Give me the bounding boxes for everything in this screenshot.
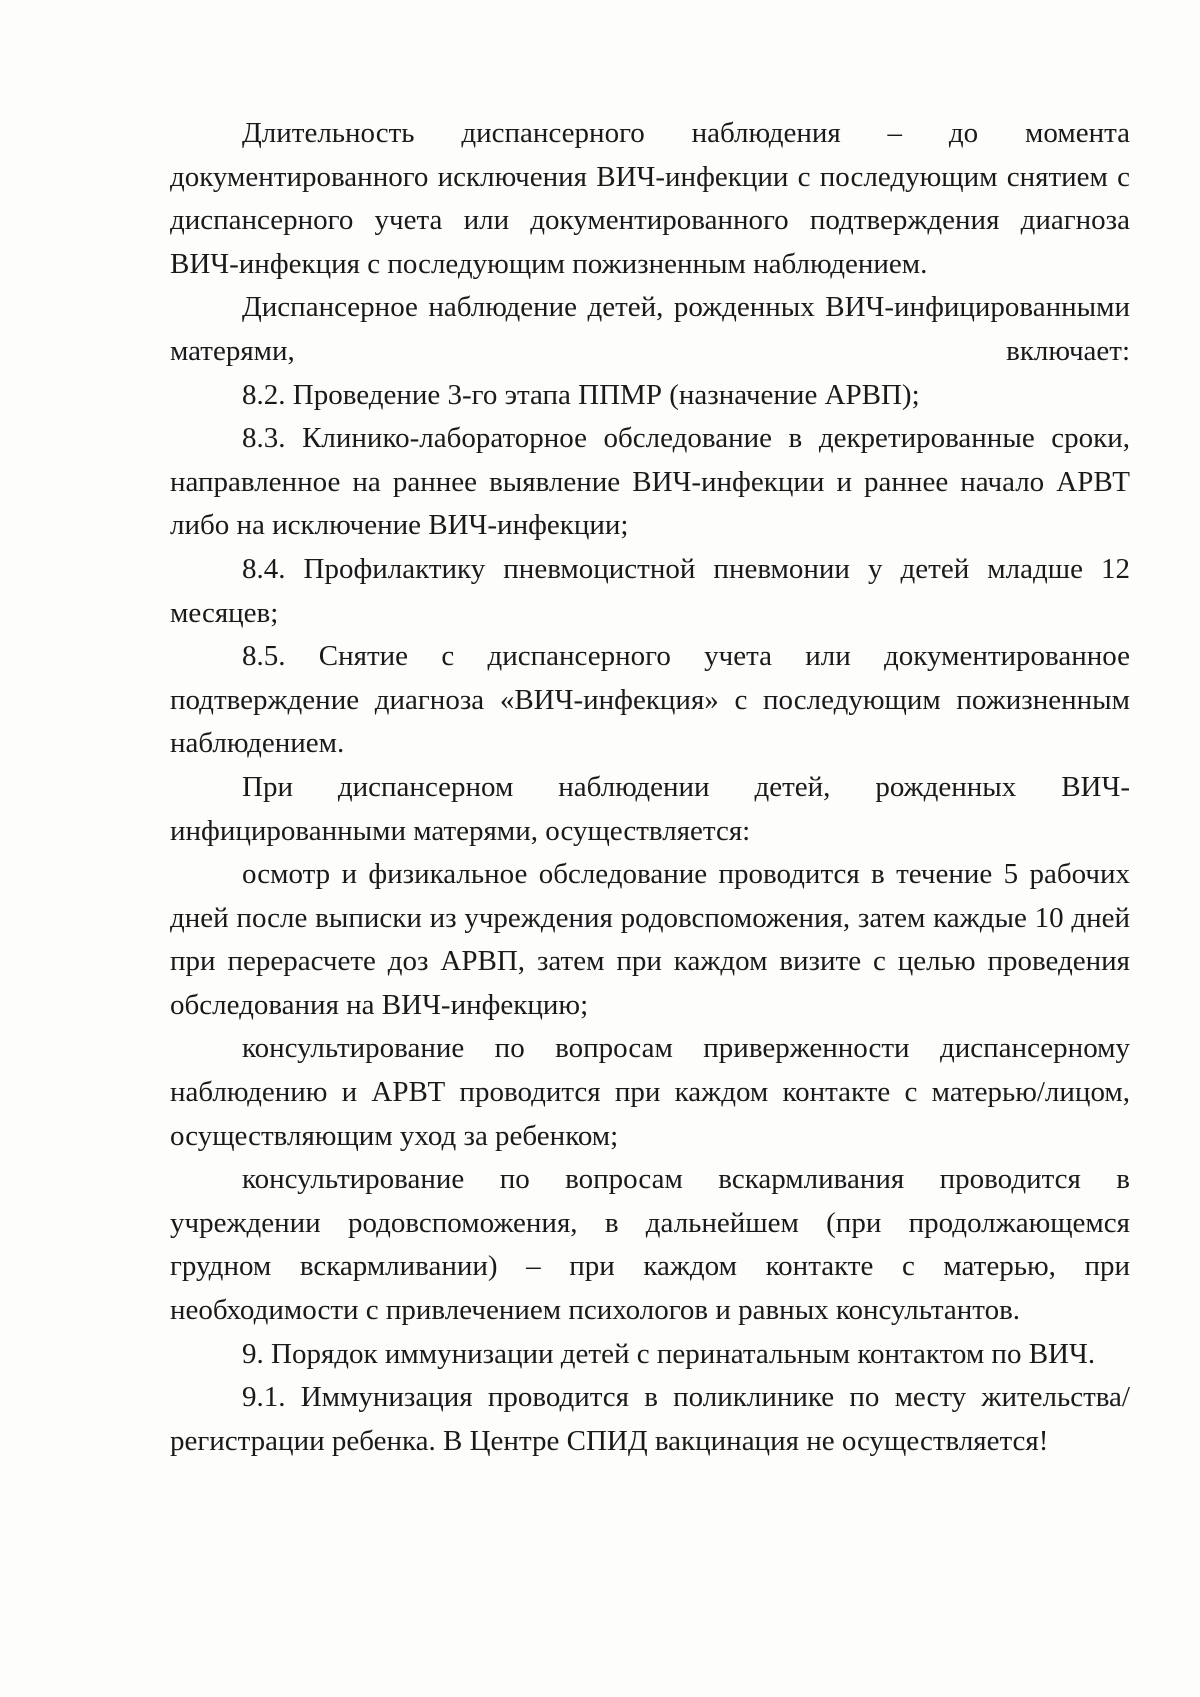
paragraph-observation-actions-intro: При диспансерном наблюдении детей, рожденных ВИЧ-инфицированными матерями, осуществляется: — [170, 770, 1130, 847]
paragraph-item-9-1: 9.1. Иммунизация проводится в поликлинике по месту жительства/регистрации ребенка. В Центре СПИД вакцинация не осуществляется! — [170, 1381, 1130, 1457]
paragraph-item-9-heading: 9. Порядок иммунизации детей с перинатальным контактом по ВИЧ. — [242, 1337, 1096, 1370]
paragraph-examination: осмотр и физикальное обследование проводится в течение 5 рабочих дней после выписки из учреждения родовспоможения, затем каждые 10 дней при перерасчете доз АРВП, затем при каждом визите с целью проведения обследования на ВИЧ-инфекцию; — [170, 858, 1130, 1021]
paragraph-feeding-counseling: консультирование по вопросам вскармливания проводится в учреждении родовспоможения, в дальнейшем (при продолжающемся грудном вскармливании) – при каждом контакте с матерью, при необходимости с привлечением психологов и равных консультантов. — [170, 1163, 1130, 1327]
document-body — [170, 112, 1130, 1463]
paragraph-item-8-3: 8.3. Клинико-лабораторное обследование в декретированные сроки, направленное на раннее выявление ВИЧ-инфекции и раннее начало АРВТ либо на исключение ВИЧ-инфекции; — [170, 422, 1130, 542]
paragraph-item-8-5: 8.5. Снятие с диспансерного учета или документированное подтверждение диагноза «ВИЧ-инфекция» с последующим пожизненным наблюдением. — [170, 640, 1130, 760]
paragraph-item-8-2: 8.2. Проведение 3-го этапа ППМР (назначение АРВП); — [242, 378, 920, 411]
paragraph-item-8-4: 8.4. Профилактику пневмоцистной пневмонии у детей младше 12 месяцев; — [170, 552, 1130, 629]
paragraph-observation-intro: Диспансерное наблюдение детей, рожденных ВИЧ-инфицированными матерями, включает: — [170, 291, 1130, 367]
paragraph-adherence-counseling: консультирование по вопросам приверженности диспансерному наблюдению и АРВТ проводится при каждом контакте с матерью/лицом, осуществляющим уход за ребенком; — [170, 1032, 1130, 1152]
paragraph-observation-duration: Длительность диспансерного наблюдения – до момента документированного исключения ВИЧ-инфекции с последующим снятием с диспансерного учета или документированного подтверждения диагноза ВИЧ-инфекция с последующим пожизненным наблюдением. — [170, 117, 1130, 280]
